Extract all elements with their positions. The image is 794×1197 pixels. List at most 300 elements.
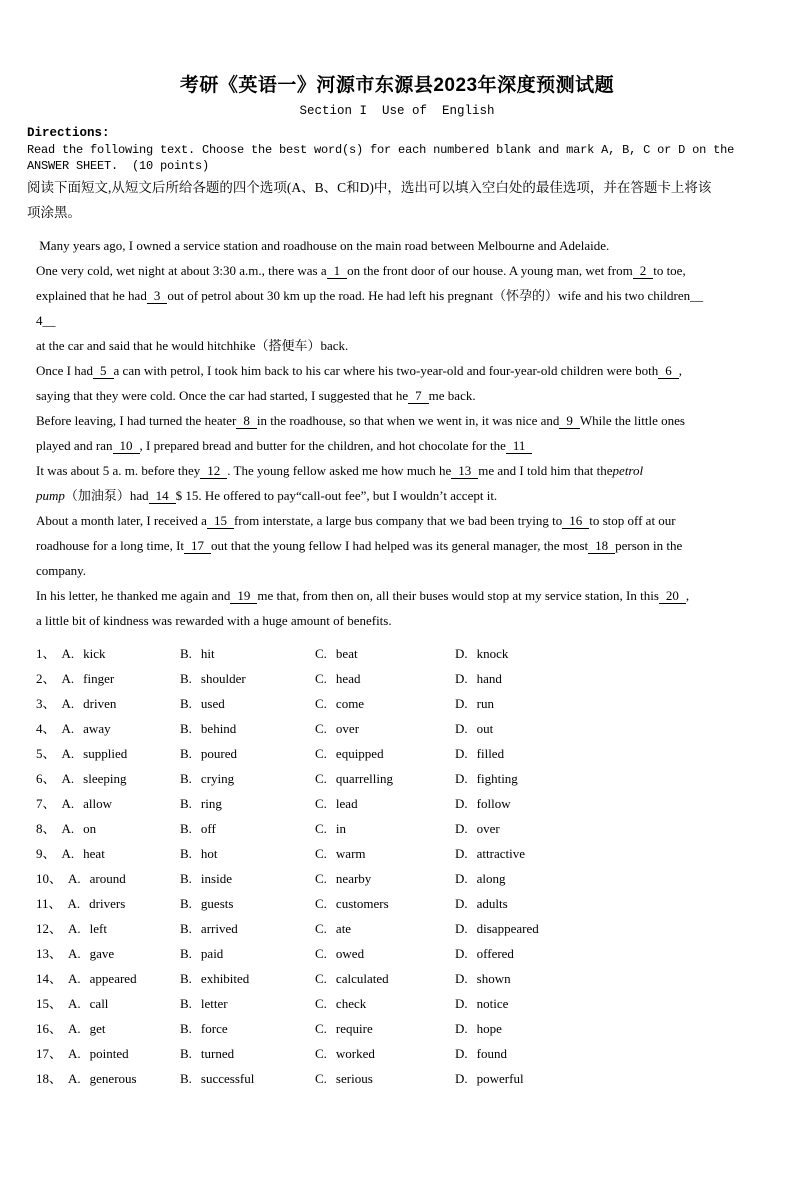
- directions-block: [27, 125, 764, 224]
- option-letter-d: D.: [455, 771, 468, 786]
- question-number: 1、: [36, 646, 56, 661]
- option-text-d: over: [476, 821, 500, 836]
- blank-2: 2: [633, 264, 654, 279]
- option-a-cell: [36, 991, 180, 1016]
- option-text-c: over: [335, 721, 360, 736]
- option-d-cell: [455, 766, 766, 791]
- option-letter-c: C.: [315, 671, 327, 686]
- option-letter-d: D.: [455, 996, 468, 1011]
- question-number: 11、: [36, 896, 62, 911]
- question-row: [36, 841, 766, 866]
- option-letter-b: B.: [180, 696, 192, 711]
- option-a-cell: [36, 1066, 180, 1091]
- option-letter-a: A.: [61, 696, 75, 711]
- option-text-b: ring: [200, 796, 222, 811]
- option-a-cell: [36, 766, 180, 791]
- option-text-a: get: [89, 1021, 106, 1036]
- option-letter-c: C.: [315, 996, 327, 1011]
- option-text-b: inside: [200, 871, 232, 886]
- question-row: [36, 816, 766, 841]
- option-d-cell: [455, 841, 766, 866]
- option-c-cell: [315, 691, 455, 716]
- option-b-cell: [180, 1066, 315, 1091]
- option-text-b: poured: [200, 746, 238, 761]
- question-row: [36, 866, 766, 891]
- option-c-cell: [315, 941, 455, 966]
- passage-line: About a month later, I received a 15 from interstate, a large bus company that we bad been trying to 16 to stop off at our: [36, 513, 676, 528]
- passage-line: 4__: [36, 313, 56, 328]
- passage-line: Before leaving, I had turned the heater 8 in the roadhouse, so that when we went in, it was nice and 9 While the little ones: [36, 413, 685, 428]
- option-text-c: equipped: [335, 746, 384, 761]
- option-letter-d: D.: [455, 846, 468, 861]
- option-letter-b: B.: [180, 896, 192, 911]
- passage-line: Once I had 5 a can with petrol, I took him back to his car where his two-year-old and four-year-old children were both 6 ,: [36, 363, 682, 378]
- option-text-b: shoulder: [200, 671, 246, 686]
- option-d-cell: [455, 941, 766, 966]
- option-text-b: used: [200, 696, 225, 711]
- option-a-cell: [36, 741, 180, 766]
- option-d-cell: [455, 791, 766, 816]
- passage-line: It was about 5 a. m. before they 12 . The young fellow asked me how much he 13 me and I told him that thepetrol: [36, 463, 644, 478]
- option-text-b: arrived: [200, 921, 238, 936]
- option-a-cell: [36, 1016, 180, 1041]
- question-number: 4、: [36, 721, 56, 736]
- option-letter-d: D.: [455, 971, 468, 986]
- option-a-cell: [36, 891, 180, 916]
- option-text-a: drivers: [89, 896, 126, 911]
- option-d-cell: [455, 666, 766, 691]
- option-d-cell: [455, 1016, 766, 1041]
- option-text-d: fighting: [476, 771, 518, 786]
- question-row: [36, 991, 766, 1016]
- option-d-cell: [455, 966, 766, 991]
- option-c-cell: [315, 1016, 455, 1041]
- option-letter-d: D.: [455, 896, 468, 911]
- option-text-a: on: [83, 821, 97, 836]
- option-text-a: driven: [83, 696, 117, 711]
- option-text-b: hot: [200, 846, 218, 861]
- option-letter-a: A.: [68, 921, 81, 936]
- option-b-cell: [180, 1041, 315, 1066]
- passage-line: at the car and said that he would hitchhike（搭便车）back.: [36, 338, 349, 353]
- option-text-b: behind: [200, 721, 237, 736]
- option-letter-b: B.: [180, 721, 192, 736]
- question-row: [36, 1016, 766, 1041]
- option-a-cell: [36, 666, 180, 691]
- option-c-cell: [315, 891, 455, 916]
- option-letter-d: D.: [455, 871, 468, 886]
- option-text-a: appeared: [89, 971, 137, 986]
- question-number: 3、: [36, 696, 56, 711]
- option-d-cell: [455, 741, 766, 766]
- question-row: [36, 941, 766, 966]
- option-text-b: turned: [200, 1046, 235, 1061]
- question-number: 9、: [36, 846, 56, 861]
- option-text-b: exhibited: [200, 971, 250, 986]
- option-text-c: quarrelling: [335, 771, 393, 786]
- option-text-c: calculated: [335, 971, 389, 986]
- option-letter-c: C.: [315, 721, 327, 736]
- option-b-cell: [180, 941, 315, 966]
- option-a-cell: [36, 1041, 180, 1066]
- question-row: [36, 1066, 766, 1091]
- option-letter-b: B.: [180, 1021, 192, 1036]
- passage-line: played and ran 10 , I prepared bread and butter for the children, and hot chocolate for the 11: [36, 433, 766, 458]
- option-text-d: shown: [476, 971, 511, 986]
- option-text-d: attractive: [476, 846, 525, 861]
- option-text-d: along: [476, 871, 506, 886]
- option-d-cell: [455, 641, 766, 666]
- option-b-cell: [180, 916, 315, 941]
- option-letter-b: B.: [180, 821, 192, 836]
- option-a-cell: [36, 916, 180, 941]
- option-letter-c: C.: [315, 896, 327, 911]
- passage-line: roadhouse for a long time, It 17 out that the young fellow I had helped was its general manager, the most 18 person in the: [36, 538, 683, 553]
- option-text-b: paid: [200, 946, 224, 961]
- option-letter-b: B.: [180, 846, 192, 861]
- option-letter-b: B.: [180, 646, 192, 661]
- passage-line: company.: [36, 563, 87, 578]
- option-letter-a: A.: [61, 646, 75, 661]
- option-letter-a: A.: [61, 846, 75, 861]
- option-text-a: call: [89, 996, 109, 1011]
- option-text-d: run: [476, 696, 494, 711]
- option-text-a: allow: [83, 796, 113, 811]
- option-letter-b: B.: [180, 1071, 192, 1086]
- option-a-cell: [36, 816, 180, 841]
- blank-20: 20: [659, 589, 686, 604]
- option-letter-c: C.: [315, 796, 327, 811]
- italic-text: petrol: [612, 463, 644, 478]
- option-b-cell: [180, 866, 315, 891]
- option-c-cell: [315, 816, 455, 841]
- directions-line: ANSWER SHEET. (10 points): [27, 159, 210, 173]
- option-letter-b: B.: [180, 996, 192, 1011]
- option-d-cell: [455, 816, 766, 841]
- option-b-cell: [180, 641, 315, 666]
- passage-line: explained that he had 3 out of petrol about 30 km up the road. He had left his pregnant（怀孕的）wife and his two children__: [36, 288, 704, 303]
- option-letter-a: A.: [68, 1071, 81, 1086]
- question-row: [36, 666, 766, 691]
- option-text-c: in: [335, 821, 347, 836]
- option-a-cell: [36, 966, 180, 991]
- question-row: [36, 766, 766, 791]
- option-letter-a: A.: [68, 871, 81, 886]
- option-c-cell: [315, 1066, 455, 1091]
- question-number: 12、: [36, 921, 63, 936]
- option-a-cell: [36, 866, 180, 891]
- blank-18: 18: [588, 539, 615, 554]
- option-letter-c: C.: [315, 946, 327, 961]
- question-row: [36, 716, 766, 741]
- blank-16: 16: [562, 514, 589, 529]
- option-c-cell: [315, 791, 455, 816]
- blank-13: 13: [451, 464, 478, 479]
- option-text-a: around: [89, 871, 126, 886]
- option-letter-d: D.: [455, 721, 468, 736]
- option-d-cell: [455, 716, 766, 741]
- option-b-cell: [180, 816, 315, 841]
- option-letter-c: C.: [315, 646, 327, 661]
- option-d-cell: [455, 866, 766, 891]
- option-d-cell: [455, 891, 766, 916]
- option-b-cell: [180, 791, 315, 816]
- question-number: 6、: [36, 771, 56, 786]
- option-text-b: crying: [200, 771, 235, 786]
- option-text-b: letter: [200, 996, 228, 1011]
- option-text-a: kick: [83, 646, 106, 661]
- section-heading: Section I Use of English: [299, 104, 495, 118]
- option-text-b: off: [200, 821, 216, 836]
- option-letter-d: D.: [455, 746, 468, 761]
- option-text-c: come: [335, 696, 365, 711]
- option-letter-d: D.: [455, 646, 468, 661]
- option-a-cell: [36, 941, 180, 966]
- option-b-cell: [180, 1016, 315, 1041]
- passage-line: pump（加油泵）had 14 $ 15. He offered to pay“call-out fee”, but I wouldn’t accept it.: [36, 488, 498, 503]
- italic-text: pump: [36, 488, 65, 503]
- directions-label: Directions:: [27, 126, 110, 140]
- option-text-d: adults: [476, 896, 508, 911]
- blank-7: 7: [408, 389, 429, 404]
- option-text-b: successful: [200, 1071, 255, 1086]
- option-b-cell: [180, 716, 315, 741]
- option-letter-d: D.: [455, 796, 468, 811]
- option-text-c: serious: [335, 1071, 373, 1086]
- option-letter-c: C.: [315, 746, 327, 761]
- options-list: [36, 641, 766, 1091]
- option-letter-d: D.: [455, 1021, 468, 1036]
- option-letter-d: D.: [455, 821, 468, 836]
- question-number: 16、: [36, 1021, 63, 1036]
- question-number: 10、: [36, 871, 63, 886]
- option-a-cell: [36, 841, 180, 866]
- option-b-cell: [180, 741, 315, 766]
- option-letter-d: D.: [455, 946, 468, 961]
- option-letter-c: C.: [315, 1021, 327, 1036]
- option-c-cell: [315, 666, 455, 691]
- option-text-d: filled: [476, 746, 505, 761]
- question-number: 5、: [36, 746, 56, 761]
- option-text-c: nearby: [335, 871, 372, 886]
- question-row: [36, 966, 766, 991]
- option-letter-b: B.: [180, 946, 192, 961]
- option-text-a: pointed: [89, 1046, 129, 1061]
- option-letter-a: A.: [61, 671, 75, 686]
- blank-10: 10: [113, 439, 140, 454]
- option-text-d: follow: [476, 796, 511, 811]
- option-text-c: customers: [335, 896, 389, 911]
- option-letter-c: C.: [315, 1046, 327, 1061]
- option-letter-a: A.: [68, 1046, 81, 1061]
- directions-line: Read the following text. Choose the best word(s) for each numbered blank and mark A, B, C or D on the: [27, 143, 735, 157]
- question-number: 14、: [36, 971, 63, 986]
- option-letter-a: A.: [67, 896, 81, 911]
- option-letter-d: D.: [455, 1071, 468, 1086]
- question-row: [36, 1041, 766, 1066]
- option-letter-a: A.: [61, 821, 75, 836]
- blank-5: 5: [93, 364, 114, 379]
- option-letter-d: D.: [455, 1046, 468, 1061]
- option-a-cell: [36, 641, 180, 666]
- option-text-d: hope: [476, 1021, 502, 1036]
- option-b-cell: [180, 891, 315, 916]
- exam-page: [0, 74, 794, 1197]
- option-text-a: away: [83, 721, 111, 736]
- option-text-a: generous: [89, 1071, 137, 1086]
- option-d-cell: [455, 691, 766, 716]
- option-letter-a: A.: [68, 1021, 81, 1036]
- blank-19: 19: [230, 589, 257, 604]
- option-text-d: found: [476, 1046, 507, 1061]
- option-c-cell: [315, 1041, 455, 1066]
- question-row: [36, 691, 766, 716]
- directions-text-en: [27, 142, 764, 174]
- option-text-c: worked: [335, 1046, 375, 1061]
- option-text-b: hit: [200, 646, 215, 661]
- option-text-c: warm: [335, 846, 366, 861]
- blank-11: 11: [506, 439, 533, 454]
- option-text-c: check: [335, 996, 367, 1011]
- option-letter-c: C.: [315, 871, 327, 886]
- option-letter-c: C.: [315, 771, 327, 786]
- option-b-cell: [180, 666, 315, 691]
- option-text-b: guests: [200, 896, 234, 911]
- option-text-d: knock: [476, 646, 509, 661]
- option-text-c: require: [335, 1021, 373, 1036]
- option-b-cell: [180, 966, 315, 991]
- option-letter-b: B.: [180, 871, 192, 886]
- question-number: 17、: [36, 1046, 63, 1061]
- option-c-cell: [315, 966, 455, 991]
- question-row: [36, 916, 766, 941]
- option-c-cell: [315, 741, 455, 766]
- option-letter-b: B.: [180, 796, 192, 811]
- option-c-cell: [315, 766, 455, 791]
- option-c-cell: [315, 991, 455, 1016]
- option-letter-a: A.: [68, 971, 81, 986]
- page-title: 考研《英语一》河源市东源县2023年深度预测试题: [179, 75, 615, 96]
- passage-line: One very cold, wet night at about 3:30 a.m., there was a 1 on the front door of our house. A young man, wet from 2 to toe,: [36, 263, 686, 278]
- option-text-d: powerful: [476, 1071, 524, 1086]
- option-letter-c: C.: [315, 821, 327, 836]
- option-letter-b: B.: [180, 921, 192, 936]
- option-letter-c: C.: [315, 1071, 327, 1086]
- option-text-a: sleeping: [83, 771, 127, 786]
- option-letter-c: C.: [315, 696, 327, 711]
- option-c-cell: [315, 916, 455, 941]
- option-b-cell: [180, 841, 315, 866]
- option-letter-d: D.: [455, 696, 468, 711]
- blank-1: 1: [327, 264, 348, 279]
- blank-8: 8: [236, 414, 257, 429]
- option-letter-a: A.: [68, 946, 81, 961]
- option-letter-b: B.: [180, 671, 192, 686]
- option-d-cell: [455, 991, 766, 1016]
- option-letter-d: D.: [455, 671, 468, 686]
- option-letter-a: A.: [61, 721, 75, 736]
- option-letter-c: C.: [315, 921, 327, 936]
- option-c-cell: [315, 841, 455, 866]
- question-row: [36, 891, 766, 916]
- option-b-cell: [180, 691, 315, 716]
- option-b-cell: [180, 991, 315, 1016]
- option-text-d: notice: [476, 996, 509, 1011]
- option-text-c: owed: [335, 946, 365, 961]
- option-c-cell: [315, 866, 455, 891]
- option-text-a: finger: [83, 671, 115, 686]
- option-text-d: hand: [476, 671, 502, 686]
- blank-14: 14: [149, 489, 176, 504]
- option-text-c: head: [335, 671, 361, 686]
- option-letter-c: C.: [315, 971, 327, 986]
- directions-text-zh: [27, 176, 764, 224]
- directions-line-zh: 阅读下面短文,从短文后所给各题的四个选项(A、B、C和D)中，选出可以填入空白处的最佳选项，并在答题卡上将该: [27, 180, 712, 195]
- option-text-c: ate: [335, 921, 352, 936]
- option-c-cell: [315, 716, 455, 741]
- option-b-cell: [180, 766, 315, 791]
- passage-line: Many years ago, I owned a service station and roadhouse on the main road between Melbourne and Adelaide.: [36, 238, 610, 253]
- blank-17: 17: [184, 539, 211, 554]
- option-letter-b: B.: [180, 746, 192, 761]
- question-row: [36, 791, 766, 816]
- passage-line: saying that they were cold. Once the car had started, I suggested that he 7 me back.: [36, 388, 476, 403]
- passage: [36, 233, 766, 633]
- question-row: [36, 641, 766, 666]
- option-text-d: offered: [476, 946, 514, 961]
- option-letter-a: A.: [61, 771, 75, 786]
- option-text-c: lead: [335, 796, 358, 811]
- option-text-b: force: [200, 1021, 228, 1036]
- question-number: 2、: [36, 671, 56, 686]
- option-text-a: heat: [83, 846, 105, 861]
- option-letter-d: D.: [455, 921, 468, 936]
- option-d-cell: [455, 1041, 766, 1066]
- option-c-cell: [315, 641, 455, 666]
- option-text-a: supplied: [83, 746, 128, 761]
- option-d-cell: [455, 916, 766, 941]
- option-letter-b: B.: [180, 771, 192, 786]
- blank-9: 9: [559, 414, 580, 429]
- option-text-a: left: [89, 921, 107, 936]
- option-letter-b: B.: [180, 1046, 192, 1061]
- option-text-a: gave: [89, 946, 115, 961]
- question-number: 15、: [36, 996, 63, 1011]
- question-number: 8、: [36, 821, 56, 836]
- question-number: 7、: [36, 796, 56, 811]
- directions-line-zh: 项涂黑。: [27, 205, 81, 220]
- option-a-cell: [36, 691, 180, 716]
- option-letter-a: A.: [68, 996, 81, 1011]
- option-text-d: disappeared: [476, 921, 539, 936]
- passage-line: a little bit of kindness was rewarded with a huge amount of benefits.: [36, 613, 392, 628]
- option-letter-c: C.: [315, 846, 327, 861]
- option-a-cell: [36, 791, 180, 816]
- option-a-cell: [36, 716, 180, 741]
- option-letter-a: A.: [61, 796, 75, 811]
- question-number: 13、: [36, 946, 63, 961]
- blank-3: 3: [147, 289, 168, 304]
- option-letter-a: A.: [61, 746, 75, 761]
- blank-15: 15: [207, 514, 234, 529]
- option-d-cell: [455, 1066, 766, 1091]
- question-number: 18、: [36, 1071, 63, 1086]
- blank-12: 12: [200, 464, 227, 479]
- passage-line: In his letter, he thanked me again and 19 me that, from then on, all their buses would stop at my service station, In this 20 ,: [36, 588, 690, 603]
- question-row: [36, 741, 766, 766]
- blank-6: 6: [658, 364, 679, 379]
- option-text-d: out: [476, 721, 494, 736]
